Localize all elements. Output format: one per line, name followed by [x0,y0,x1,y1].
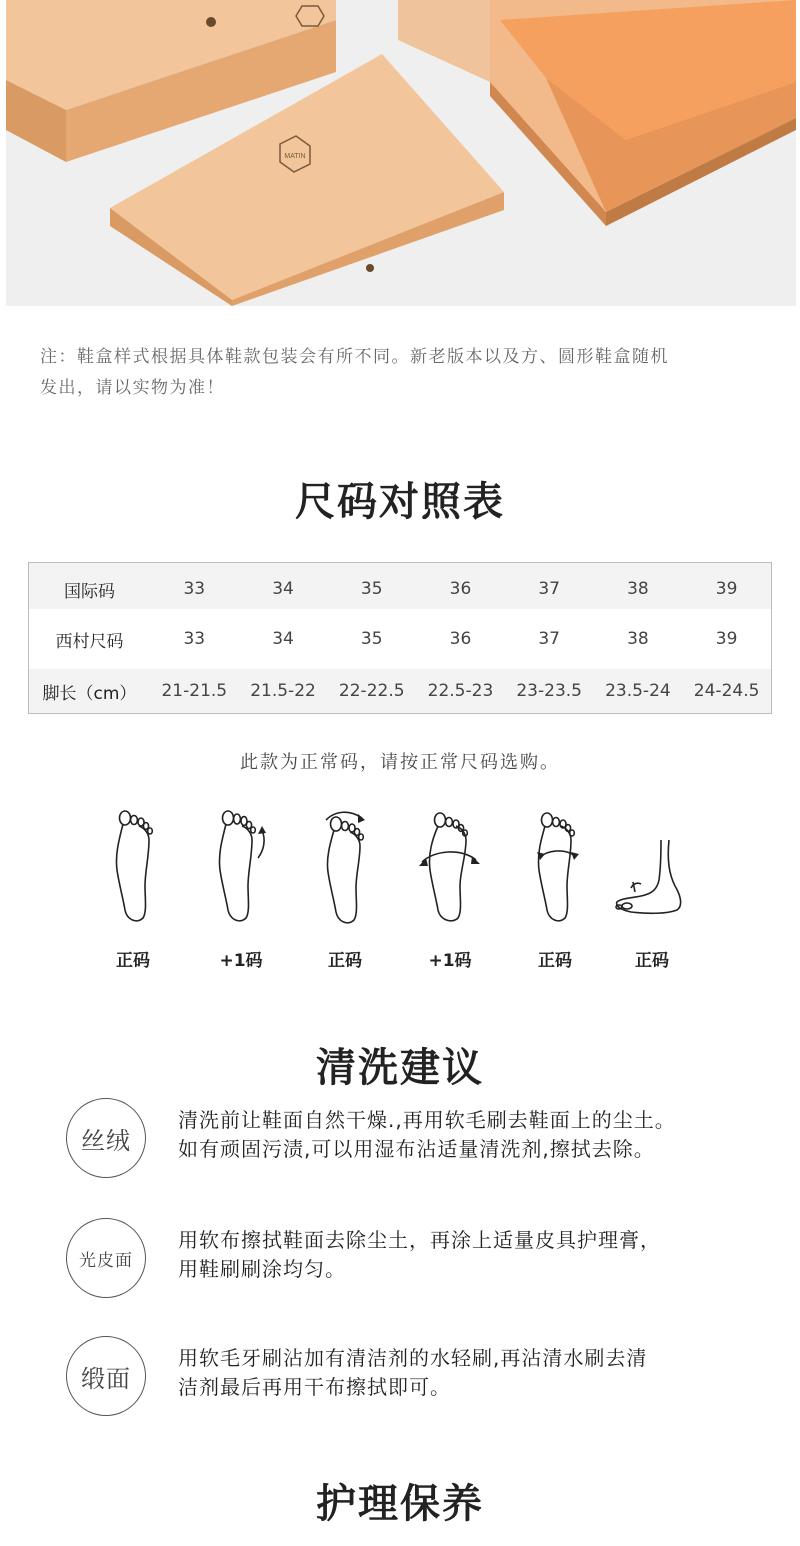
table-cell: 35 [360,629,383,649]
foot-item [607,810,697,971]
cleaning-item [0,1098,800,1188]
cleaning-text-line2: 如有顽固污渍,可以用湿布沾适量清洗剂,擦拭去除。 [178,1137,655,1161]
cleaning-text-line1: 用软布擦拭鞋面去除尘土，再涂上适量皮具护理膏， [178,1228,661,1252]
table-cell: 39 [715,579,738,599]
table-row [29,567,771,611]
foot-high-arch-icon [607,810,697,928]
packaging-note [40,342,770,404]
foot-item [300,810,390,971]
foot-item [405,810,495,971]
table-cell: 22.5-23 [427,681,494,701]
table-cell: 23.5-24 [605,681,671,701]
cleaning-text-line1: 清洗前让鞋面自然干燥.,再用软毛刷去鞋面上的尘土。 [178,1108,676,1132]
foot-short-toe-icon [310,810,380,928]
table-cell: 34 [272,629,294,649]
foot-item [88,810,178,971]
foot-label: 正码 [116,951,150,971]
table-cell: 21-21.5 [161,681,228,701]
material-circle: 丝绒 [66,1098,146,1178]
table-cell: 37 [538,629,560,649]
cleaning-text [178,1344,758,1402]
box-logo-text: MATIN [284,153,306,160]
row-header: 国际码 [63,581,115,602]
table-cell: 24-24.5 [693,681,760,701]
cleaning-title: 清洗建议 [316,1044,484,1091]
table-cell: 36 [449,629,472,649]
table-cell: 39 [715,629,738,649]
foot-label: 正码 [635,951,669,971]
foot-long-toe-icon [206,810,276,928]
cleaning-text [178,1226,758,1284]
material-circle: 光皮面 [66,1218,146,1298]
foot-wide-icon [410,810,490,928]
foot-normal-icon [103,810,163,928]
cleaning-item [0,1218,800,1308]
size-chart-title: 尺码对照表 [295,478,505,525]
cleaning-text [178,1106,758,1164]
table-cell: 38 [627,579,649,599]
size-tip: 此款为正常码，请按正常尺码选购。 [240,752,560,773]
foot-label: +1码 [219,951,263,971]
foot-narrow-icon [515,810,595,928]
row-header: 西村尺码 [55,631,124,652]
table-cell: 33 [183,629,206,649]
foot-shape-guide [0,810,800,980]
cleaning-text-line2: 洁剂最后再用干布擦拭即可。 [178,1375,451,1399]
table-cell: 23-23.5 [516,681,582,701]
table-cell: 35 [360,579,383,599]
table-cell: 38 [627,629,649,649]
foot-label: 正码 [538,951,572,971]
foot-label: 正码 [328,951,362,971]
table-cell: 22-22.5 [338,681,405,701]
foot-label: +1码 [428,951,472,971]
row-header: 脚长（cm） [42,683,137,704]
shoe-box-photo [6,0,796,306]
table-cell: 21.5-22 [250,681,316,701]
material-circle: 缎面 [66,1336,146,1416]
table-row [29,609,771,669]
table-cell: 34 [272,579,294,599]
table-cell: 36 [449,579,472,599]
cleaning-text-line1: 用软毛牙刷沾加有清洁剂的水轻刷,再沾清水刷去清 [178,1346,648,1370]
table-row [29,669,771,713]
cleaning-text-line2: 用鞋刷刷涂均匀。 [178,1257,346,1281]
packaging-note-line2: 发出，请以实物为准！ [40,378,225,398]
foot-item [196,810,286,971]
table-cell: 37 [538,579,560,599]
cleaning-item [0,1336,800,1426]
packaging-note-line1: 注：鞋盒样式根据具体鞋款包装会有所不同。新老版本以及方、圆形鞋盒随机 [40,347,669,367]
size-table [28,562,772,714]
table-cell: 33 [183,579,206,599]
foot-item [510,810,600,971]
care-title: 护理保养 [316,1480,484,1527]
